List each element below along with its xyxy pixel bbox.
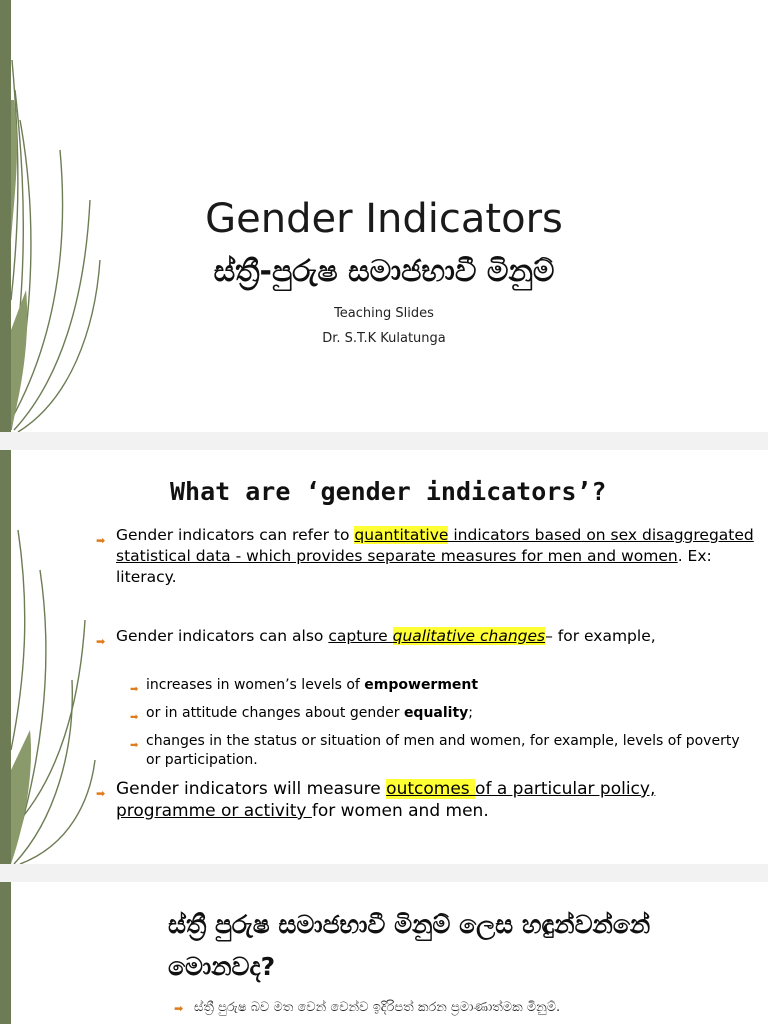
bullet-text: Gender indicators can also	[116, 627, 329, 645]
bold-term: empowerment	[364, 677, 479, 693]
bullet-text: Gender indicators will measure	[116, 779, 387, 799]
slide-separator	[0, 864, 768, 882]
bullet-text: – for example,	[545, 627, 656, 645]
bullet-arrow-icon: ➡	[174, 1002, 184, 1015]
highlight-quantitative: quantitative	[354, 526, 449, 544]
underlined-text: of a particular policy, programme or activity	[116, 779, 656, 821]
slide-separator	[0, 432, 768, 450]
bullet-qualitative	[96, 626, 756, 648]
bold-term: equality	[403, 705, 469, 721]
bullet-text: or in attitude changes about gender	[146, 705, 404, 721]
bullet-outcomes	[96, 778, 756, 822]
title-slide	[0, 0, 768, 432]
slide-accent-bar	[0, 882, 11, 1024]
slide-title: Gender Indicators	[205, 196, 563, 242]
definition-slide	[0, 450, 768, 864]
bullet-quantitative	[96, 525, 756, 588]
bullet-text: for women and men.	[311, 801, 489, 821]
underlined-text: capture	[328, 627, 393, 645]
bullet-arrow-icon: ➡	[130, 712, 139, 723]
highlight-qualitative: qualitative changes	[392, 627, 546, 645]
bullet-text: Gender indicators can refer to	[116, 526, 355, 544]
slide-caption: Teaching Slides	[334, 306, 434, 321]
bullet-text: ස්ත්‍රී පුරුෂ බව මත වෙන් වෙන්ව ඉදිරිපත් කරන ප්‍රමාණාත්මක මිනුම්.	[194, 1000, 561, 1015]
highlight-outcomes: outcomes	[386, 779, 476, 799]
sinhala-definition-slide	[0, 882, 768, 1024]
bullet-text: ;	[468, 705, 474, 721]
slide-subtitle-sinhala: ස්ත්‍රී-පුරුෂ සමාජභාවී මිනුම්	[213, 254, 555, 289]
bullet-text: increases in women’s levels of	[146, 677, 365, 693]
bullet-text: . Ex: literacy.	[116, 547, 712, 586]
bullet-arrow-icon: ➡	[130, 740, 139, 751]
sinhala-bullet	[174, 1000, 561, 1015]
grass-decoration	[0, 450, 110, 864]
slide-heading: What are ‘gender indicators’?	[170, 477, 607, 506]
underlined-text: indicators based on sex disaggregated statistical data - which provides separate measures for men and women	[116, 526, 754, 565]
sub-bullet-status	[130, 732, 746, 770]
bullet-text: changes in the status or situation of men and women, for example, levels of poverty or participation.	[146, 733, 740, 768]
bullet-arrow-icon: ➡	[96, 787, 106, 800]
bullet-arrow-icon: ➡	[96, 534, 106, 547]
bullet-arrow-icon: ➡	[130, 684, 139, 695]
bullet-arrow-icon: ➡	[96, 635, 106, 648]
sub-bullet-empowerment	[130, 676, 746, 695]
slide-author: Dr. S.T.K Kulatunga	[322, 331, 446, 346]
sub-bullet-equality	[130, 704, 746, 723]
slide-heading: ස්ත්‍රී පුරුෂ සමාජභාවී මිනුම් ලෙස හඳුන්වන්නේ මොනවද?	[168, 910, 651, 981]
